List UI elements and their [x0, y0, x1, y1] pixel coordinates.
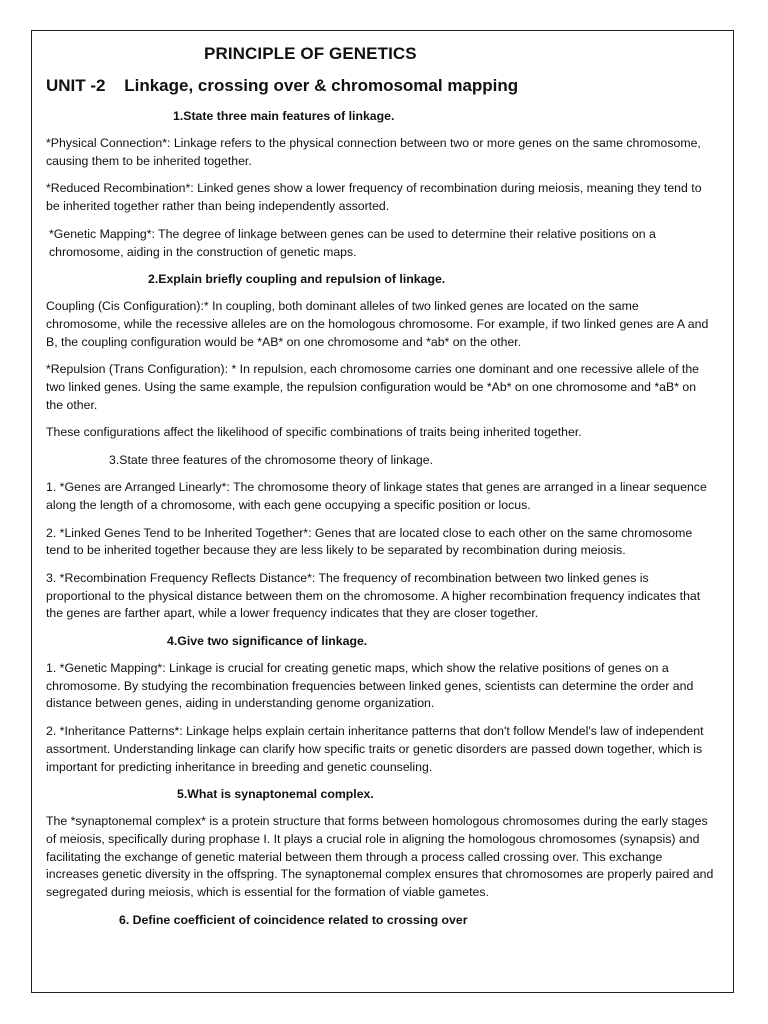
unit-title: Linkage, crossing over & chromosomal mapping [124, 76, 519, 95]
question-6-heading: 6. Define coefficient of coincidence related to crossing over [119, 912, 468, 927]
q5-paragraph-1: The *synaptonemal complex* is a protein structure that forms between homologous chromosomes during the early stages of meiosis, specifically during prophase I. It plays a crucial role in aligning the homologous chromosomes (synapsis) and facilitating the exchange of genetic material between them through a process called crossing over. This exchange increases genetic diversity in the offspring. The synaptonemal complex ensures that chromosomes are properly paired and segregated during meiosis, which is essential for the formation of viable gametes. [46, 814, 714, 900]
q1-paragraph-2: *Reduced Recombination*: Linked genes show a lower frequency of recombination during meiosis, meaning they tend to be inherited together rather than being independently assorted. [46, 181, 702, 214]
question-4-heading: 4.Give two significance of linkage. [167, 634, 368, 649]
q3-paragraph-2: 2. *Linked Genes Tend to be Inherited Together*: Genes that are located close to each other on the same chromosome tend to be inherited together because they are less likely to be separated by recombination during meiosis. [46, 525, 693, 558]
document-title: PRINCIPLE OF GENETICS [204, 44, 417, 63]
q2-paragraph-1: Coupling (Cis Configuration):* In coupling, both dominant alleles of two linked genes are located on the same chromosome, while the recessive alleles are on the homologous chromosome. For example, if two linked genes are A and B, the coupling configuration would be *AB* on one chromosome and *ab* on the other. [46, 299, 709, 349]
q2-paragraph-3: These configurations affect the likelihood of specific combinations of traits being inherited together. [46, 425, 582, 440]
q4-paragraph-2: 2. *Inheritance Patterns*: Linkage helps explain certain inheritance patterns that don't follow Mendel's law of independent assortment. Understanding linkage can clarify how specific traits or genetic disorders are passed down together, which is important for predicting inheritance in breeding and genetic counseling. [46, 724, 704, 774]
unit-label: UNIT -2 [46, 76, 106, 95]
question-3-heading: 3.State three features of the chromosome theory of linkage. [109, 453, 434, 468]
question-1-heading: 1.State three main features of linkage. [173, 109, 395, 123]
q1-paragraph-3: *Genetic Mapping*: The degree of linkage between genes can be used to determine their relative positions on a chromosome, aiding in the construction of genetic maps. [49, 226, 656, 259]
q3-paragraph-1: 1. *Genes are Arranged Linearly*: The chromosome theory of linkage states that genes are arranged in a linear sequence along the length of a chromosome, with each gene occupying a specific position or locus. [46, 480, 707, 512]
q1-paragraph-1: *Physical Connection*: Linkage refers to the physical connection between two or more genes on the same chromosome, causing them to be inherited together. [46, 136, 701, 168]
q2-paragraph-2: *Repulsion (Trans Configuration): * In repulsion, each chromosome carries one dominant and one recessive allele of the two linked genes. Using the same example, the repulsion configuration would be *Ab* on one chromosome and *aB* on the other. [46, 362, 699, 412]
question-5-heading: 5.What is synaptonemal complex. [177, 787, 374, 802]
unit-heading [46, 76, 716, 96]
q4-paragraph-1: 1. *Genetic Mapping*: Linkage is crucial for creating genetic maps, which show the relative positions of genes on a chromosome. By studying the recombination frequencies between linked genes, scientists can determine the order and distance between genes, aiding in understanding genome organization. [46, 661, 694, 711]
q3-paragraph-3: 3. *Recombination Frequency Reflects Distance*: The frequency of recombination between two linked genes is proportional to the physical distance between them on the chromosome. A higher recombination frequency indicates that the genes are farther apart, while a lower frequency indicates that they are closer together. [46, 570, 701, 621]
document-content [46, 44, 716, 939]
question-2-heading: 2.Explain briefly coupling and repulsion of linkage. [148, 272, 446, 287]
